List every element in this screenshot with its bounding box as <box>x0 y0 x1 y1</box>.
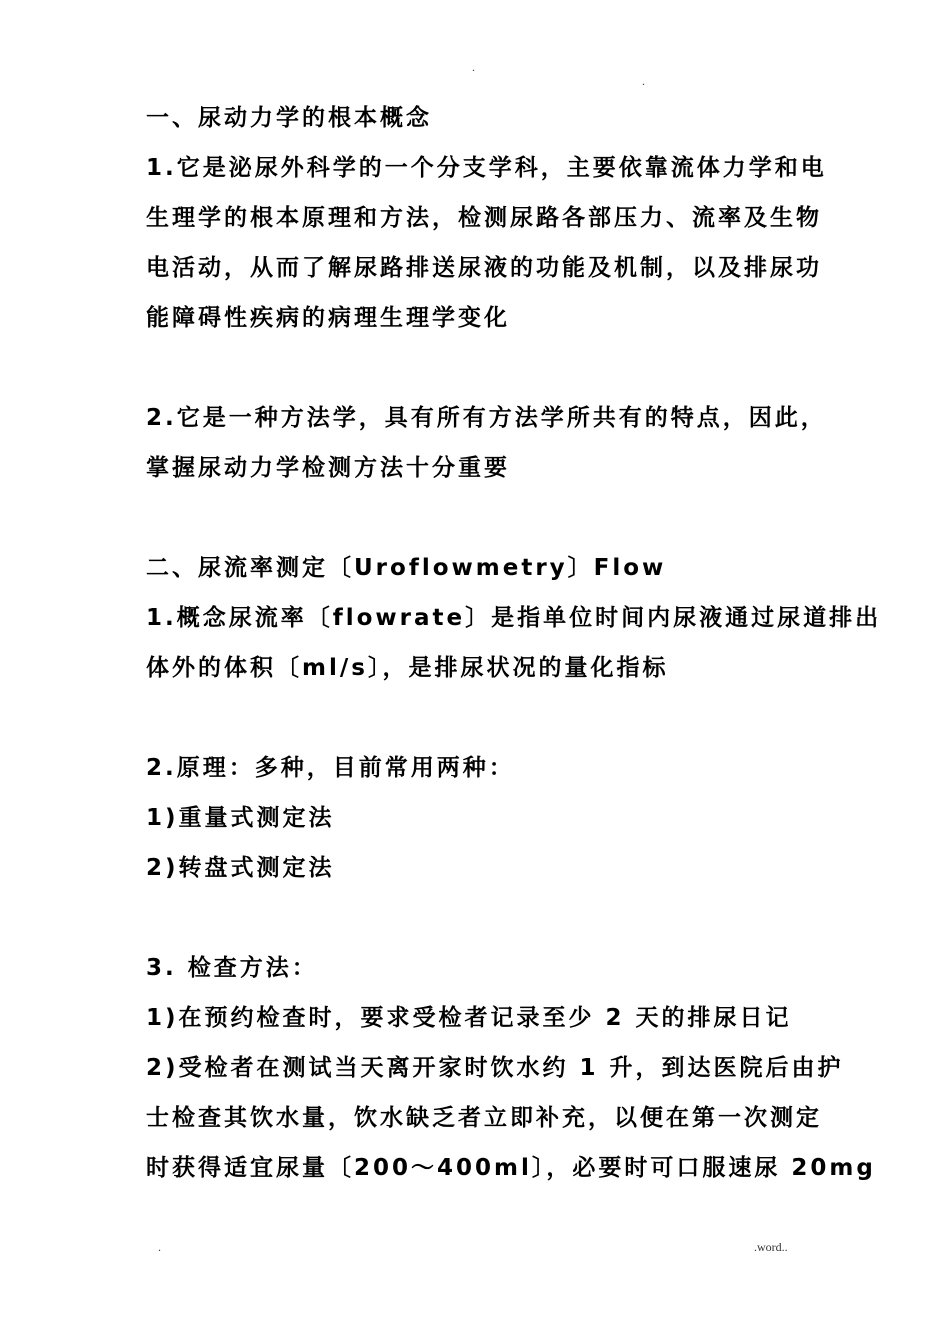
list-item: 2)受检者在测试当天离开家时饮水约 1 升，到达医院后由护 <box>146 1055 844 1081</box>
footer-dot: . <box>158 1240 161 1254</box>
paragraph-line: 2.它是一种方法学，具有所有方法学所共有的特点，因此， <box>146 405 827 431</box>
paragraph-line: 3. 检查方法： <box>146 955 318 981</box>
paragraph-line: 生理学的根本原理和方法，检测尿路各部压力、流率及生物 <box>146 205 822 231</box>
paragraph-line: 掌握尿动力学检测方法十分重要 <box>146 455 510 481</box>
paragraph-line: 1.概念尿流率〔flowrate〕是指单位时间内尿液通过尿道排出 <box>146 605 882 631</box>
list-item: 1)在预约检查时，要求受检者记录至少 2 天的排尿日记 <box>146 1005 792 1031</box>
document-body <box>146 98 882 1198</box>
paragraph-line: 士检查其饮水量，饮水缺乏者立即补充，以便在第一次测定 <box>146 1105 822 1131</box>
paragraph-line: 能障碍性疾病的病理生理学变化 <box>146 305 510 331</box>
section-heading: 二、尿流率测定〔Uroflowmetry〕Flow <box>146 555 667 581</box>
list-item: 1)重量式测定法 <box>146 805 335 831</box>
footer-text: .word.. <box>754 1240 788 1254</box>
section-heading: 一、尿动力学的根本概念 <box>146 105 432 131</box>
paragraph-line: 体外的体积〔ml/s〕，是排尿状况的量化指标 <box>146 655 669 681</box>
paragraph-line: 2.原理：多种，目前常用两种： <box>146 755 515 781</box>
header-dot: . <box>642 74 645 88</box>
header-dot: . <box>472 60 475 74</box>
list-item: 2)转盘式测定法 <box>146 855 335 881</box>
paragraph-line: 电活动，从而了解尿路排送尿液的功能及机制，以及排尿功 <box>146 255 822 281</box>
paragraph-line: 时获得适宜尿量〔200～400ml〕，必要时可口服速尿 20mg <box>146 1155 876 1181</box>
paragraph-line: 1.它是泌尿外科学的一个分支学科，主要依靠流体力学和电 <box>146 155 827 181</box>
